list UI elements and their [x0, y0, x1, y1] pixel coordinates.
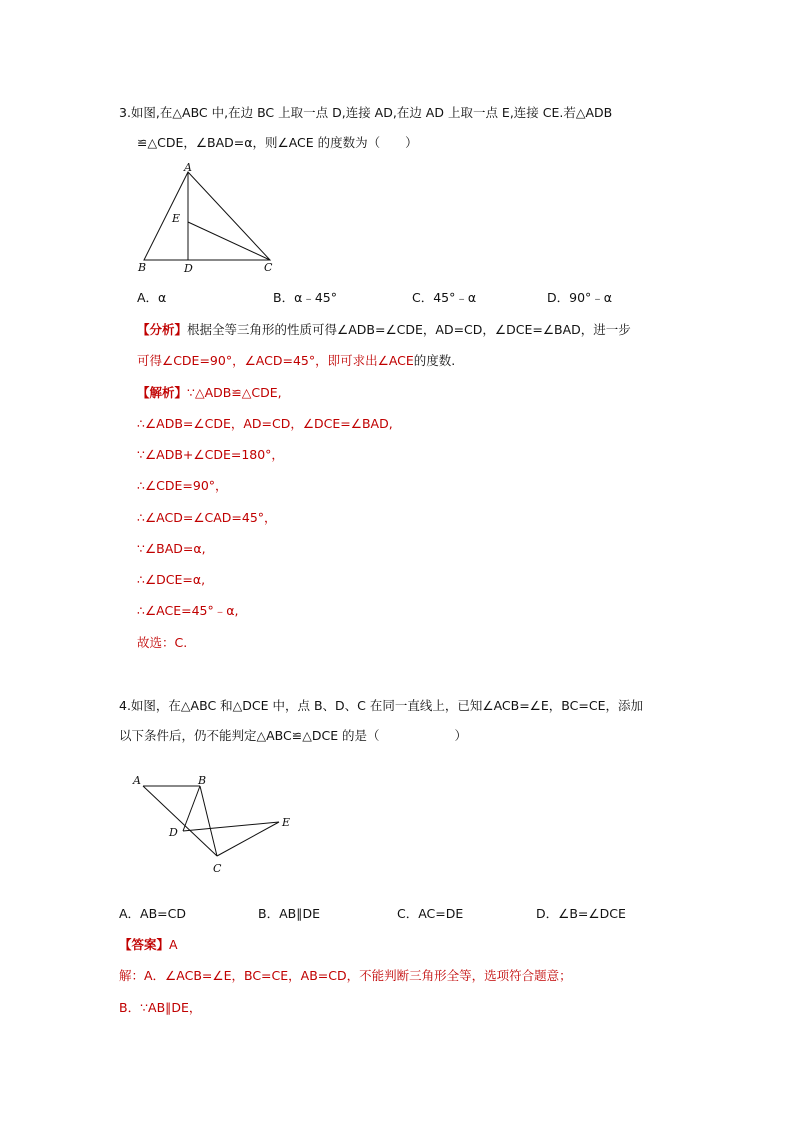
- q3-option-b: B．α﹣45°: [273, 290, 337, 305]
- q4-label-b: B: [198, 774, 207, 787]
- q4-option-c: C．AC=DE: [397, 906, 464, 921]
- q4-label-a: A: [133, 774, 141, 787]
- q3-stem-line1: 3.如图,在△ABC 中,在边 BC 上取一点 D,连接 AD,在边 AD 上取一点 E,连接 CE.若△ADB: [119, 105, 613, 120]
- q4-option-a: A．AB=CD: [119, 906, 187, 921]
- q3-analysis-tag: 【分析】: [137, 322, 188, 337]
- q4-solution-line1: 解：A．∠ACB=∠E，BC=CE，AB=CD，不能判断三角形全等，选项符合题意；: [119, 968, 572, 983]
- q3-label-b: B: [138, 261, 147, 274]
- q3-segment-ec: [188, 222, 270, 260]
- q3-solution-first: ∵△ADB≌△CDE,: [187, 385, 282, 400]
- q3-option-c: C．45°﹣α: [412, 290, 477, 305]
- q3-option-d: D．90°﹣α: [547, 290, 613, 305]
- q3-step-3: ∴∠CDE=90°，: [137, 478, 228, 493]
- q3-solution-tag: 【解析】: [137, 385, 188, 400]
- q3-label-c: C: [264, 261, 273, 274]
- q3-step-2: ∵∠ADB+∠CDE=180°，: [137, 447, 284, 462]
- q4-solution-line2: B．∵AB∥DE，: [119, 1000, 202, 1015]
- q4-label-d: D: [169, 826, 178, 839]
- q4-answer-tag: 【答案】: [119, 937, 170, 952]
- q3-label-e: E: [172, 212, 181, 225]
- q3-choice: [137, 634, 187, 652]
- q4-segment-bd: [183, 786, 200, 831]
- q4-figure: [125, 768, 305, 882]
- q3-figure: [130, 162, 290, 278]
- q4-label-c: C: [213, 862, 222, 875]
- q3-solution-head: [137, 384, 282, 402]
- q3-step-7: ∴∠ACE=45°﹣α,: [137, 603, 239, 618]
- q3-step-6: ∴∠DCE=α,: [137, 572, 206, 587]
- q4-label-e: E: [282, 816, 291, 829]
- q3-step-5: ∵∠BAD=α,: [137, 541, 206, 556]
- q3-stem-line2: ≌△CDE，∠BAD=α，则∠ACE 的度数为（ ）: [137, 135, 418, 150]
- q4-segment-ac: [143, 786, 217, 856]
- q3-analysis-line2: [137, 352, 455, 370]
- q3-step-4: ∴∠ACD=∠CAD=45°，: [137, 510, 277, 525]
- q3-analysis-text1: 根据全等三角形的性质可得∠ADB=∠CDE，AD=CD，∠DCE=∠BAD，进一步: [187, 322, 631, 337]
- q3-step-1: ∴∠ADB=∠CDE，AD=CD，∠DCE=∠BAD,: [137, 416, 393, 431]
- q3-analysis-line1: [137, 321, 631, 339]
- q3-option-a: A．α: [137, 290, 167, 305]
- q3-triangle-abc: [144, 172, 270, 260]
- q4-stem-line2: 以下条件后，仍不能判定△ABC≌△DCE 的是（ ）: [119, 728, 468, 743]
- q3-analysis-text2b: 的度数.: [413, 353, 456, 368]
- q3-label-a: A: [184, 162, 192, 174]
- q4-stem-line1: 4.如图，在△ABC 和△DCE 中，点 B、D、C 在同一直线上，已知∠ACB=∠E，BC=CE，添加: [119, 698, 643, 713]
- q4-segment-bc: [200, 786, 217, 856]
- q4-answer-value: A: [169, 937, 178, 952]
- q4-answer: [119, 936, 178, 954]
- q3-analysis-text2a: 可得∠CDE=90°，∠ACD=45°，即可求出∠ACE: [137, 353, 414, 368]
- q4-option-d: D．∠B=∠DCE: [536, 906, 626, 921]
- q3-label-d: D: [184, 262, 193, 275]
- q3-choice-value: C.: [174, 635, 188, 650]
- q4-option-b: B．AB∥DE: [258, 906, 320, 921]
- q3-choice-prefix: 故选：: [137, 635, 175, 650]
